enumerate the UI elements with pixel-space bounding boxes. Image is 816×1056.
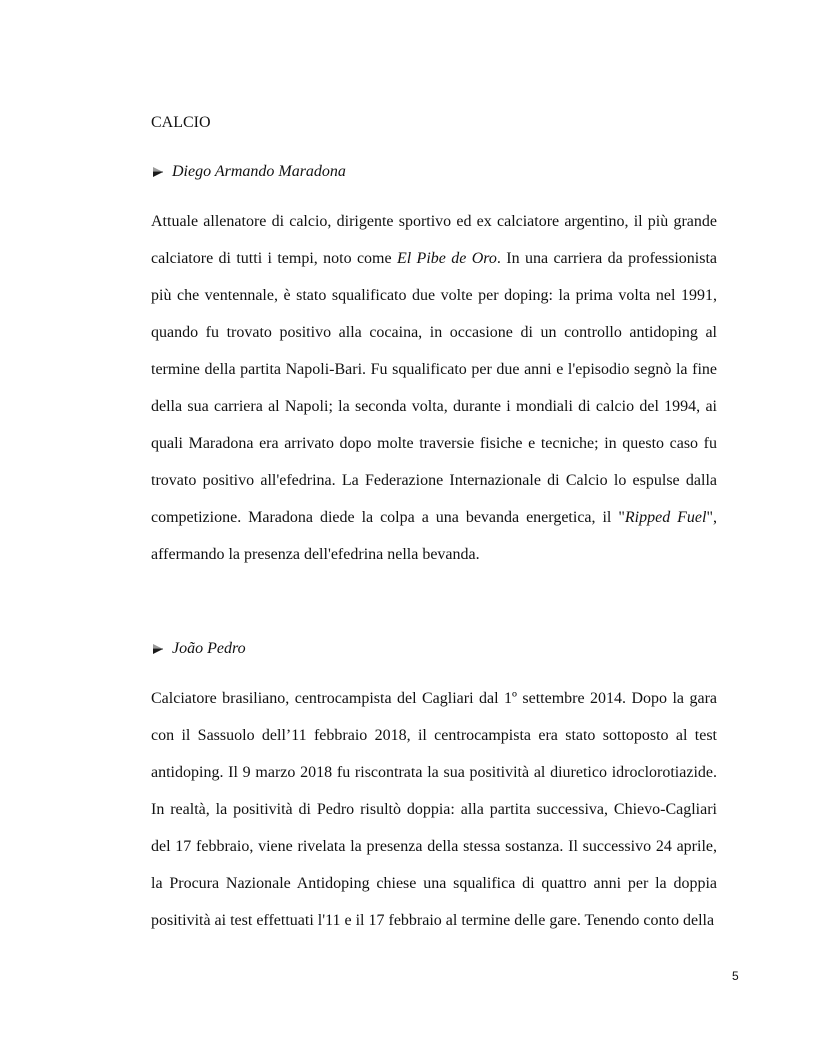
arrow-bullet-icon [151, 642, 165, 656]
body-text: Attuale allenatore di calcio, dirigente sportivo ed ex calciatore argentino, il più grande calciatore di tutti i tempi, noto come [151, 213, 717, 267]
entry-name: João Pedro [172, 640, 246, 657]
entry-body-maradona [151, 203, 717, 573]
italic-nickname: El Pibe de Oro [396, 250, 497, 267]
arrow-bullet-icon [151, 165, 165, 179]
entry-name: Diego Armando Maradona [172, 163, 346, 180]
italic-product-name: Ripped Fuel [624, 509, 707, 526]
entry-body-joao-pedro: Calciatore brasiliano, centrocampista del Cagliari dal 1º settembre 2014. Dopo la gara con il Sassuolo dell’11 febbraio 2018, il centrocampista era stato sottoposto al test antidoping. Il 9 marzo 2018 fu riscontrata la sua positività al diuretico idroclorotiazide. In realtà, la positività di Pedro risultò doppia: alla partita successiva, Chievo-Cagliari del 17 febbraio, viene rivelata la presenza della stessa sostanza. Il successivo 24 aprile, la Procura Nazionale Antidoping chiese una squalifica di quattro anni per la doppia positività ai test effettuati l'11 e il 17 febbraio al termine delle gare. Tenendo conto della [151, 690, 717, 929]
entry-heading-maradona [151, 162, 346, 182]
body-text: . In una carriera da professionista più che ventennale, è stato squalificato due volte per doping: la prima volta nel 1991, quando fu trovato positivo alla cocaina, in occasione di un controllo antidoping al termine della partita Napoli-Bari. Fu squalificato per due anni e l'episodio segnò la fine della sua carriera al Napoli; la seconda volta, durante i mondiali di calcio del 1994, ai quali Maradona era arrivato dopo molte traversie fisiche e tecniche; in questo caso fu trovato positivo all'efedrina. La Federazione Internazionale di Calcio lo espulse dalla competizione. Maradona diede la colpa a una bevanda energetica, il " [151, 250, 717, 526]
section-title: CALCIO [151, 114, 211, 131]
page-number: 5 [732, 969, 739, 983]
body-text: ", affermando la presenza dell'efedrina nella bevanda. [151, 509, 718, 563]
entry-heading-joao-pedro [151, 639, 246, 659]
